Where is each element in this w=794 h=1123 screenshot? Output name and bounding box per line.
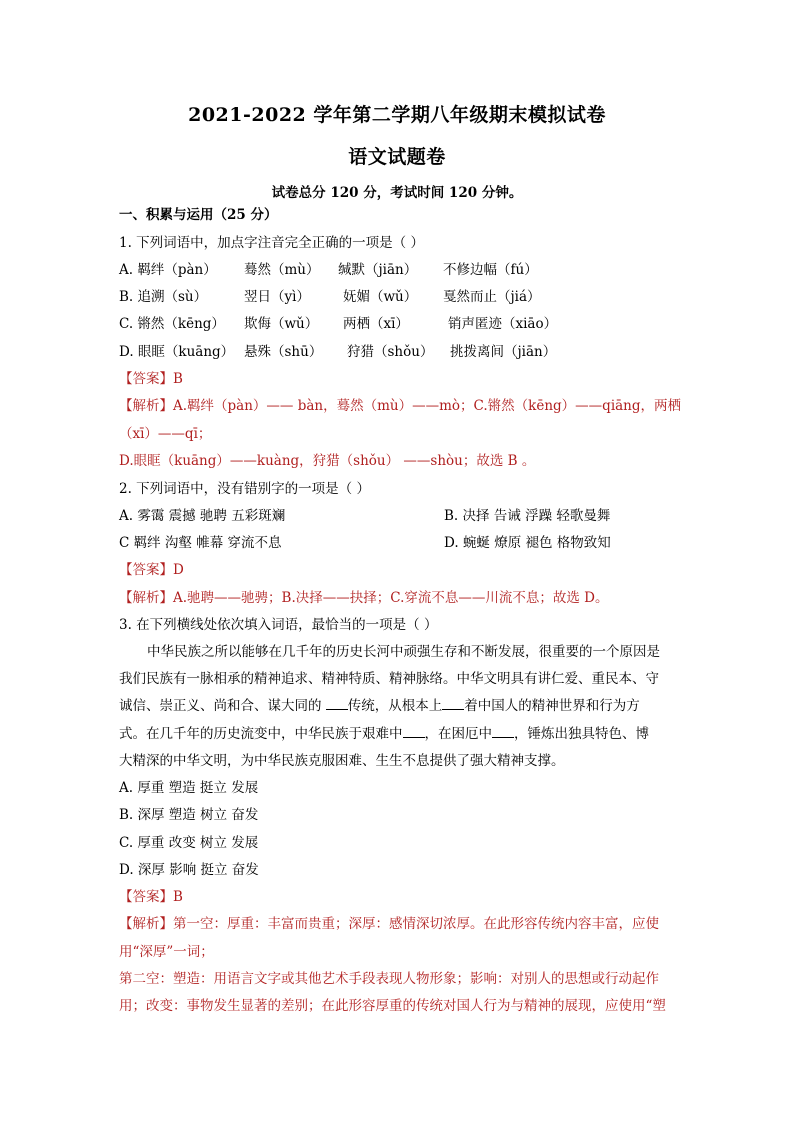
q1-d-w1: D. 眼眶（kuāng） — [119, 344, 235, 360]
q3-option-b: B. 深厚 塑造 树立 奋发 — [119, 807, 259, 823]
q1-c-w3: 两栖（xī） — [343, 316, 409, 332]
fill-blank-1 — [326, 697, 348, 710]
fill-blank-3 — [403, 725, 425, 738]
q1-c-w1: C. 锵然（kēng） — [119, 316, 225, 332]
q3-analysis-line4: 用；改变：事物发生显著的差别；在此形容厚重的传统对国人行为与精神的展现，应使用“塑 — [119, 998, 666, 1014]
fill-blank-4 — [492, 725, 514, 738]
q1-c-w2: 欺侮（wǔ） — [244, 316, 319, 332]
q1-analysis-line2: （xī）——qī； — [119, 426, 212, 442]
q3-line3-part3: 着中国人的精神世界和行为方 — [464, 698, 640, 714]
q1-option-c — [119, 315, 679, 333]
q2-option-a: A. 雾霭 震撼 驰聘 五彩斑斓 — [119, 508, 286, 524]
q3-option-d: D. 深厚 影响 挺立 奋发 — [119, 862, 259, 878]
q1-b-w1: B. 追溯（sù） — [119, 289, 208, 305]
q1-d-w3: 狩猎（shǒu） — [347, 344, 434, 360]
q1-analysis-line3: D.眼眶（kuāng）——kuàng，狩猎（shǒu） ——shòu；故选 B 。 — [119, 453, 536, 469]
q2-stem: 2. 下列词语中，没有错别字的一项是（ ） — [119, 481, 370, 497]
q1-option-d — [119, 343, 679, 361]
q3-answer: 【答案】B — [119, 889, 183, 905]
q2-answer: 【答案】D — [119, 562, 184, 578]
q1-a-w1: A. 羁绊（pàn） — [119, 262, 217, 278]
section-heading: 一、积累与运用（25 分） — [119, 207, 278, 223]
q1-a-w2: 蓦然（mù） — [244, 262, 320, 278]
q2-option-c: C 羁绊 沟壑 帷幕 穿流不息 — [119, 535, 282, 551]
q3-analysis-line1: 【解析】第一空：厚重：丰富而贵重；深厚：感情深切浓厚。在此形容传统内容丰富，应使 — [119, 916, 659, 932]
q2-option-d: D. 蜿蜒 燎原 褪色 格物致知 — [444, 535, 611, 551]
q3-option-a: A. 厚重 塑造 挺立 发展 — [119, 780, 259, 796]
q2-analysis: 【解析】A.驰聘——驰骋；B.决择——抉择；C.穿流不息——川流不息；故选 D。 — [119, 590, 609, 606]
q3-passage-line5: 大精深的中华文明，为中华民族克服困难、生生不息提供了强大精神支撑。 — [119, 753, 565, 769]
exam-title: 2021-2022 学年第二学期八年级期末模拟试卷 — [188, 104, 606, 126]
q1-option-a — [119, 261, 679, 279]
q3-line4-part1: 式。在几千年的历史流变中，中华民族于艰难中 — [119, 726, 403, 742]
q1-stem: 1. 下列词语中，加点字注音完全正确的一项是（ ） — [119, 235, 424, 251]
exam-subtitle: 语文试题卷 — [348, 146, 446, 168]
fill-blank-2 — [442, 697, 464, 710]
q1-option-b — [119, 288, 679, 306]
q1-b-w4: 戛然而止（jiá） — [443, 289, 541, 305]
q3-stem: 3. 在下列横线处依次填入词语，最恰当的一项是（ ） — [119, 617, 438, 633]
q1-b-w3: 妩媚（wǔ） — [343, 289, 418, 305]
q3-passage-line3 — [119, 697, 640, 715]
q3-line3-part1: 诚信、崇正义、尚和合、谋大同的 — [119, 698, 326, 714]
q1-d-w2: 悬殊（shū） — [244, 344, 323, 360]
q3-passage-line2: 我们民族有一脉相承的精神追求、精神特质、精神脉络。中华文明具有讲仁爱、重民本、守 — [119, 671, 659, 687]
q3-line4-part3: ，锤炼出独具特色、博 — [514, 726, 649, 742]
q3-option-c: C. 厚重 改变 树立 发展 — [119, 835, 259, 851]
q1-a-w3: 缄默（jiān） — [338, 262, 418, 278]
q1-answer: 【答案】B — [119, 371, 183, 387]
q2-option-b: B. 决择 告诫 浮躁 轻歌曼舞 — [444, 508, 611, 524]
q3-analysis-line2: 用“深厚”一词； — [119, 944, 214, 960]
q3-passage-line4 — [119, 725, 649, 743]
q1-d-w4: 挑拨离间（jiān） — [450, 344, 557, 360]
q1-analysis-line1: 【解析】A.羁绊（pàn）—— bàn，蓦然（mù）——mò；C.锵然（kēng）——qiāng，两栖 — [119, 398, 682, 414]
q1-b-w2: 翌日（yì） — [244, 289, 310, 305]
q1-c-w4: 销声匿迹（xiāo） — [448, 316, 558, 332]
exam-info: 试卷总分 120 分，考试时间 120 分钟。 — [271, 185, 523, 201]
q3-analysis-line3: 第二空：塑造：用语言文字或其他艺术手段表现人物形象；影响：对别人的思想或行动起作 — [119, 971, 659, 987]
q1-a-w4: 不修边幅（fú） — [443, 262, 538, 278]
q3-line4-part2: ，在困厄中 — [424, 726, 492, 742]
q3-passage-line1: 中华民族之所以能够在几千年的历史长河中顽强生存和不断发展，很重要的一个原因是 — [147, 644, 660, 660]
q3-line3-part2: 传统，从根本上 — [347, 698, 443, 714]
